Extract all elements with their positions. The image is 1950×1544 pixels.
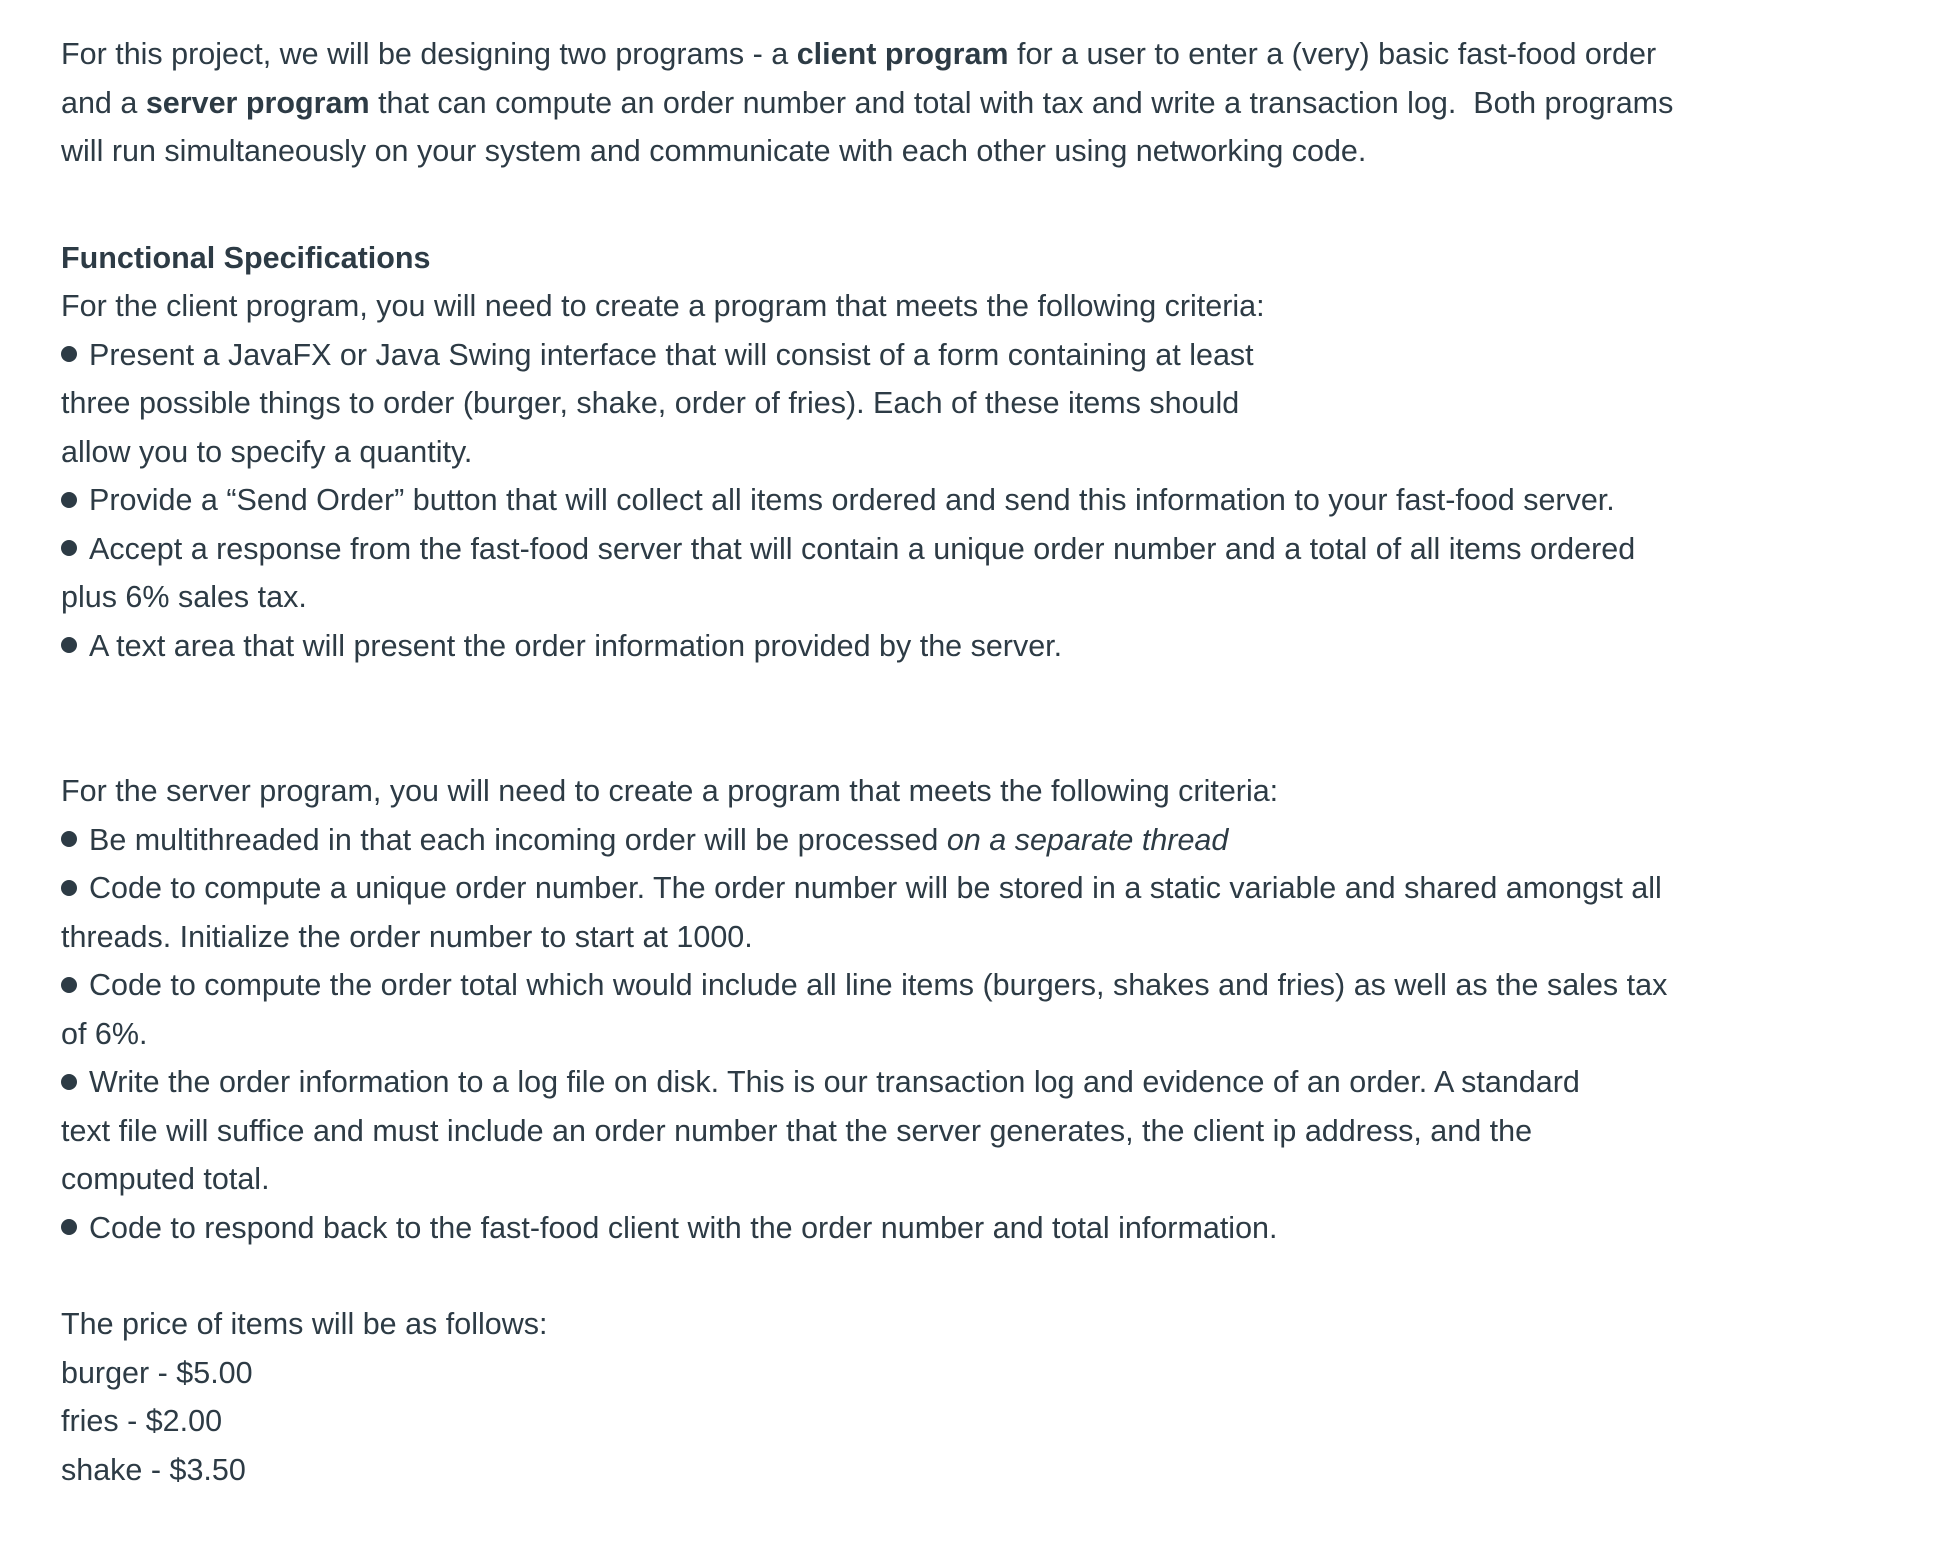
- client-bullet-4: [61, 622, 1861, 671]
- bullet-icon: [61, 476, 89, 525]
- server-bullet-3-cont: of 6%.: [61, 1016, 148, 1051]
- client-bullet-3-cont: plus 6% sales tax.: [61, 580, 307, 614]
- server-bullet-2-cont: threads. Initialize the order number to start at 1000.: [61, 919, 753, 954]
- client-bullet-3: [61, 525, 1861, 574]
- intro-text: For this project, we will be designing two programs - a: [61, 37, 797, 71]
- server-bullet-5: [61, 1204, 1861, 1253]
- bullet-icon: [61, 331, 89, 380]
- intro-line-1: [61, 30, 1861, 79]
- bullet-icon: [61, 864, 89, 913]
- client-bullet-1: [61, 331, 1861, 380]
- bullet-icon: [61, 961, 89, 1010]
- intro-line-2: [61, 79, 1861, 128]
- intro-text: and a: [61, 85, 146, 120]
- bullet-icon: [61, 622, 89, 671]
- price-intro: The price of items will be as follows:: [61, 1307, 548, 1341]
- server-bullet-4-cont: computed total.: [61, 1162, 270, 1196]
- bullet-text: Code to compute the order total which would include all line items (burgers, shakes and fries) as well as the sales tax: [89, 968, 1668, 1002]
- intro-text: that can compute an order number and total with tax and write a transaction log. Both programs: [369, 85, 1674, 120]
- section-heading: Functional Specifications: [61, 240, 431, 275]
- price-item: fries - $2.00: [61, 1404, 223, 1438]
- bullet-icon: [61, 1204, 89, 1253]
- server-bullet-4: [61, 1058, 1861, 1107]
- bullet-text: Code to respond back to the fast-food client with the order number and total information.: [89, 1210, 1278, 1245]
- bullet-text: A text area that will present the order information provided by the server.: [89, 628, 1063, 663]
- price-item: shake - $3.50: [61, 1452, 246, 1487]
- server-intro: For the server program, you will need to create a program that meets the following criteria:: [61, 774, 1279, 808]
- bullet-text: Code to compute a unique order number. The order number will be stored in a static variable and shared amongst all: [89, 871, 1662, 905]
- client-bullet-2: [61, 476, 1861, 525]
- server-bullet-2: [61, 864, 1861, 913]
- emphasis-text: on a separate thread: [946, 822, 1229, 857]
- server-bullet-1: [61, 816, 1861, 865]
- bullet-icon: [61, 1058, 89, 1107]
- bullet-text: Provide a “Send Order” button that will collect all items ordered and send this information to your fast-food server.: [89, 483, 1615, 517]
- client-bullet-1-cont: three possible things to order (burger, shake, order of fries). Each of these items should: [61, 386, 1240, 420]
- document-body: [61, 30, 1861, 1494]
- intro-text: for a user to enter a (very) basic fast-food order: [1008, 37, 1657, 71]
- price-item: burger - $5.00: [61, 1355, 253, 1390]
- server-bullet-3: [61, 961, 1861, 1010]
- bullet-text: Be multithreaded in that each incoming order will be processed: [89, 822, 947, 857]
- client-program-term: client program: [796, 37, 1009, 71]
- client-bullet-1-cont: allow you to specify a quantity.: [61, 434, 473, 469]
- client-intro: For the client program, you will need to create a program that meets the following criteria:: [61, 289, 1265, 323]
- bullet-icon: [61, 525, 89, 574]
- server-program-term: server program: [145, 85, 370, 120]
- intro-line-3: will run simultaneously on your system and communicate with each other using networking code.: [61, 134, 1367, 168]
- bullet-text: Present a JavaFX or Java Swing interface that will consist of a form containing at least: [89, 337, 1254, 372]
- bullet-text: Accept a response from the fast-food server that will contain a unique order number and a total of all items ordered: [89, 531, 1636, 566]
- bullet-text: Write the order information to a log file on disk. This is our transaction log and evidence of an order. A standard: [89, 1065, 1580, 1099]
- bullet-icon: [61, 816, 89, 865]
- server-bullet-4-cont: text file will suffice and must include an order number that the server generates, the client ip address, and the: [61, 1113, 1533, 1148]
